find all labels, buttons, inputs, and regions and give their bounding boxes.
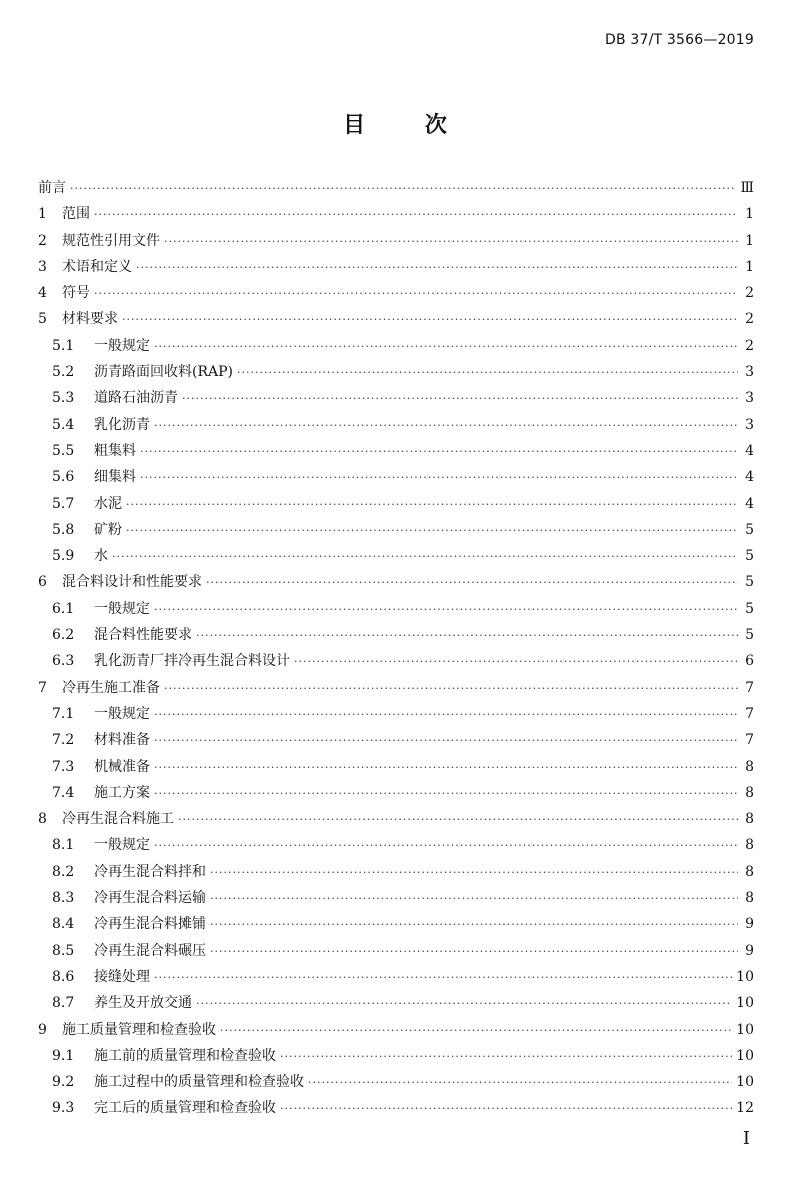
dot-leader (210, 945, 738, 958)
dot-leader (210, 918, 738, 931)
toc-entry-page: 5 (745, 574, 754, 591)
toc-entry[interactable] (38, 703, 754, 729)
toc-entry[interactable] (38, 729, 754, 755)
toc-entry[interactable] (38, 282, 754, 308)
toc-entry-page: 8 (745, 863, 754, 880)
toc-entry-title: 冷再生混合料拌和 (94, 863, 206, 880)
toc-entry-number: 8.6 (52, 968, 75, 985)
dot-leader (164, 235, 738, 248)
dot-leader (237, 366, 738, 379)
toc-entry[interactable] (38, 913, 754, 939)
toc-entry-title: 水 (94, 548, 108, 565)
toc-entry-title: 乳化沥青 (94, 416, 150, 433)
toc-entry-page: 3 (745, 390, 754, 407)
toc-entry[interactable] (38, 677, 754, 703)
toc-entry-number: 5.2 (52, 364, 75, 381)
dot-leader (154, 734, 738, 747)
toc-entry-page: 4 (745, 495, 754, 512)
toc-entry-title: 规范性引用文件 (62, 232, 160, 249)
dot-leader (182, 392, 738, 405)
toc-entry[interactable] (38, 834, 754, 860)
toc-entry-number: 3 (38, 258, 47, 275)
toc-entry-page: 4 (745, 442, 754, 459)
toc-entry-page: 2 (745, 285, 754, 302)
toc-entry[interactable] (38, 1097, 754, 1123)
dot-leader (280, 1050, 732, 1063)
toc-entry[interactable] (38, 650, 754, 676)
toc-entry-page: 4 (745, 469, 754, 486)
dot-leader (280, 1102, 732, 1115)
toc-entry-title: 一般规定 (94, 600, 150, 617)
toc-entry-number: 5.5 (52, 442, 75, 459)
toc-entry-number: 8.4 (52, 916, 75, 933)
dot-leader (294, 655, 738, 668)
toc-entry-page: 7 (745, 679, 754, 696)
toc-entry-title: 混合料性能要求 (94, 627, 192, 644)
toc-entry-title: 细集料 (94, 469, 136, 486)
toc-entry-title: 水泥 (94, 495, 122, 512)
dot-leader (94, 287, 738, 300)
toc-entry-title: 一般规定 (94, 337, 150, 354)
table-of-contents (38, 177, 754, 1124)
toc-entry-title: 材料要求 (62, 311, 118, 328)
toc-entry[interactable] (38, 230, 754, 256)
toc-entry-number: 8.5 (52, 942, 75, 959)
toc-entry-page: 10 (736, 968, 754, 985)
toc-entry-page: 9 (745, 942, 754, 959)
dot-leader (154, 340, 738, 353)
toc-entry[interactable] (38, 440, 754, 466)
toc-entry-title: 冷再生混合料施工 (62, 811, 174, 828)
dot-leader (196, 997, 732, 1010)
dot-leader (154, 787, 738, 800)
toc-entry-page: 10 (736, 1021, 754, 1038)
toc-entry[interactable] (38, 808, 754, 834)
toc-entry-number: 7 (38, 679, 47, 696)
toc-entry[interactable] (38, 624, 754, 650)
toc-entry-page: 9 (745, 916, 754, 933)
toc-entry-page: 5 (745, 627, 754, 644)
toc-entry-number: 2 (38, 232, 47, 249)
toc-entry[interactable] (38, 387, 754, 413)
toc-entry-number: 9 (38, 1021, 47, 1038)
toc-entry-title: 符号 (62, 285, 90, 302)
toc-entry-title: 施工方案 (94, 784, 150, 801)
toc-entry-title: 粗集料 (94, 442, 136, 459)
toc-entry-number: 9.2 (52, 1074, 75, 1091)
toc-entry-number: 8.7 (52, 995, 75, 1012)
toc-entry[interactable] (38, 966, 754, 992)
toc-entry-title: 矿粉 (94, 521, 122, 538)
toc-entry[interactable] (38, 861, 754, 887)
toc-entry-page: 2 (745, 311, 754, 328)
dot-leader (70, 182, 736, 195)
toc-entry-title: 前言 (38, 180, 66, 196)
dot-leader (154, 839, 738, 852)
toc-entry[interactable] (38, 887, 754, 913)
toc-entry-number: 5.9 (52, 548, 75, 565)
dot-leader (122, 313, 738, 326)
toc-entry-title: 养生及开放交通 (94, 995, 192, 1012)
toc-entry-page: 10 (736, 1047, 754, 1064)
toc-entry-number: 8.2 (52, 863, 75, 880)
dot-leader (154, 708, 738, 721)
toc-entry-page: 8 (745, 811, 754, 828)
toc-entry-page: 1 (745, 206, 754, 223)
dot-leader (140, 445, 738, 458)
title-char-1: 目 (343, 112, 366, 138)
toc-entry[interactable] (38, 414, 754, 440)
toc-entry-number: 5 (38, 311, 47, 328)
toc-entry[interactable] (38, 1045, 754, 1071)
title-char-2: 次 (424, 112, 447, 138)
toc-entry-number: 7.4 (52, 784, 75, 801)
toc-entry-page: 5 (745, 600, 754, 617)
toc-entry-number: 5.6 (52, 469, 75, 486)
dot-leader (210, 866, 738, 879)
toc-entry-title: 机械准备 (94, 758, 150, 775)
toc-entry-title: 范围 (62, 206, 90, 223)
toc-entry[interactable] (38, 177, 754, 203)
toc-entry[interactable] (38, 940, 754, 966)
toc-entry-page: 5 (745, 548, 754, 565)
toc-entry[interactable] (38, 519, 754, 545)
toc-entry-page: 3 (745, 364, 754, 381)
document-id: DB 37/T 3566—2019 (604, 32, 754, 48)
toc-entry-number: 6.1 (52, 600, 75, 617)
toc-entry[interactable] (38, 308, 754, 334)
toc-entry-title: 施工过程中的质量管理和检查验收 (94, 1074, 304, 1091)
toc-entry-page: 7 (745, 705, 754, 722)
toc-entry-number: 8 (38, 811, 47, 828)
footer-page-number: I (742, 1128, 750, 1149)
toc-entry-number: 1 (38, 206, 47, 223)
toc-entry[interactable] (38, 203, 754, 229)
dot-leader (178, 813, 738, 826)
toc-entry[interactable] (38, 361, 754, 387)
toc-entry-page: 10 (736, 1074, 754, 1091)
toc-entry-number: 5.3 (52, 390, 75, 407)
page-title (0, 108, 790, 139)
toc-entry[interactable] (38, 1071, 754, 1097)
toc-entry-number: 8.1 (52, 837, 75, 854)
toc-entry-title: 一般规定 (94, 705, 150, 722)
toc-entry-number: 7.3 (52, 758, 75, 775)
toc-entry-number: 7.2 (52, 732, 75, 749)
toc-entry-page: 10 (736, 995, 754, 1012)
toc-entry-page: 2 (745, 337, 754, 354)
dot-leader (112, 550, 738, 563)
toc-entry-number: 4 (38, 285, 47, 302)
dot-leader (140, 471, 738, 484)
toc-entry-number: 9.1 (52, 1047, 75, 1064)
toc-entry-number: 7.1 (52, 705, 75, 722)
toc-entry-page: 12 (736, 1100, 754, 1117)
toc-entry-number: 6 (38, 574, 47, 591)
toc-entry-title: 术语和定义 (62, 258, 132, 275)
toc-entry-title: 道路石油沥青 (94, 390, 178, 407)
toc-entry-page: 1 (745, 232, 754, 249)
dot-leader (154, 971, 732, 984)
toc-entry-title: 施工质量管理和检查验收 (62, 1021, 216, 1038)
toc-entry-page: 8 (745, 837, 754, 854)
dot-leader (154, 419, 738, 432)
toc-entry[interactable] (38, 493, 754, 519)
toc-entry-number: 5.1 (52, 337, 75, 354)
toc-entry[interactable] (38, 782, 754, 808)
toc-entry[interactable] (38, 756, 754, 782)
toc-entry-page: 7 (745, 732, 754, 749)
toc-entry-title: 一般规定 (94, 837, 150, 854)
toc-entry-title: 接缝处理 (94, 968, 150, 985)
toc-entry[interactable] (38, 992, 754, 1018)
toc-entry-number: 8.3 (52, 890, 75, 907)
toc-entry-page: 6 (745, 653, 754, 670)
dot-leader (196, 629, 738, 642)
toc-entry-title: 冷再生混合料碾压 (94, 942, 206, 959)
toc-entry-page: 5 (745, 521, 754, 538)
toc-entry[interactable] (38, 571, 754, 597)
toc-entry-page: 1 (745, 258, 754, 275)
dot-leader (210, 892, 738, 905)
dot-leader (126, 524, 738, 537)
toc-entry-page: 8 (745, 758, 754, 775)
dot-leader (136, 261, 738, 274)
toc-entry-number: 5.4 (52, 416, 75, 433)
dot-leader (164, 682, 738, 695)
toc-entry-title: 冷再生施工准备 (62, 679, 160, 696)
toc-entry-title: 冷再生混合料摊铺 (94, 916, 206, 933)
dot-leader (154, 761, 738, 774)
dot-leader (206, 576, 738, 589)
toc-entry-number: 5.7 (52, 495, 75, 512)
dot-leader (94, 208, 738, 221)
toc-entry-number: 9.3 (52, 1100, 75, 1117)
dot-leader (126, 498, 738, 511)
toc-entry-title: 施工前的质量管理和检查验收 (94, 1047, 276, 1064)
dot-leader (308, 1076, 732, 1089)
toc-entry-title: 乳化沥青厂拌冷再生混合料设计 (94, 653, 290, 670)
toc-entry-title: 材料准备 (94, 732, 150, 749)
toc-entry[interactable] (38, 1019, 754, 1045)
toc-entry-number: 6.2 (52, 627, 75, 644)
toc-entry[interactable] (38, 598, 754, 624)
toc-entry[interactable] (38, 256, 754, 282)
dot-leader (154, 603, 738, 616)
toc-entry-page: 8 (745, 890, 754, 907)
toc-entry[interactable] (38, 466, 754, 492)
toc-entry-title: 沥青路面回收料(RAP) (94, 364, 233, 381)
toc-entry[interactable] (38, 545, 754, 571)
toc-entry-title: 冷再生混合料运输 (94, 890, 206, 907)
toc-entry-page: 3 (745, 416, 754, 433)
toc-entry-number: 5.8 (52, 521, 75, 538)
toc-entry-title: 混合料设计和性能要求 (62, 574, 202, 591)
toc-entry-page: 8 (745, 784, 754, 801)
dot-leader (220, 1024, 732, 1037)
toc-entry-page: Ⅲ (740, 180, 754, 196)
toc-entry-title: 完工后的质量管理和检查验收 (94, 1100, 276, 1117)
toc-entry-number: 6.3 (52, 653, 75, 670)
toc-entry[interactable] (38, 335, 754, 361)
